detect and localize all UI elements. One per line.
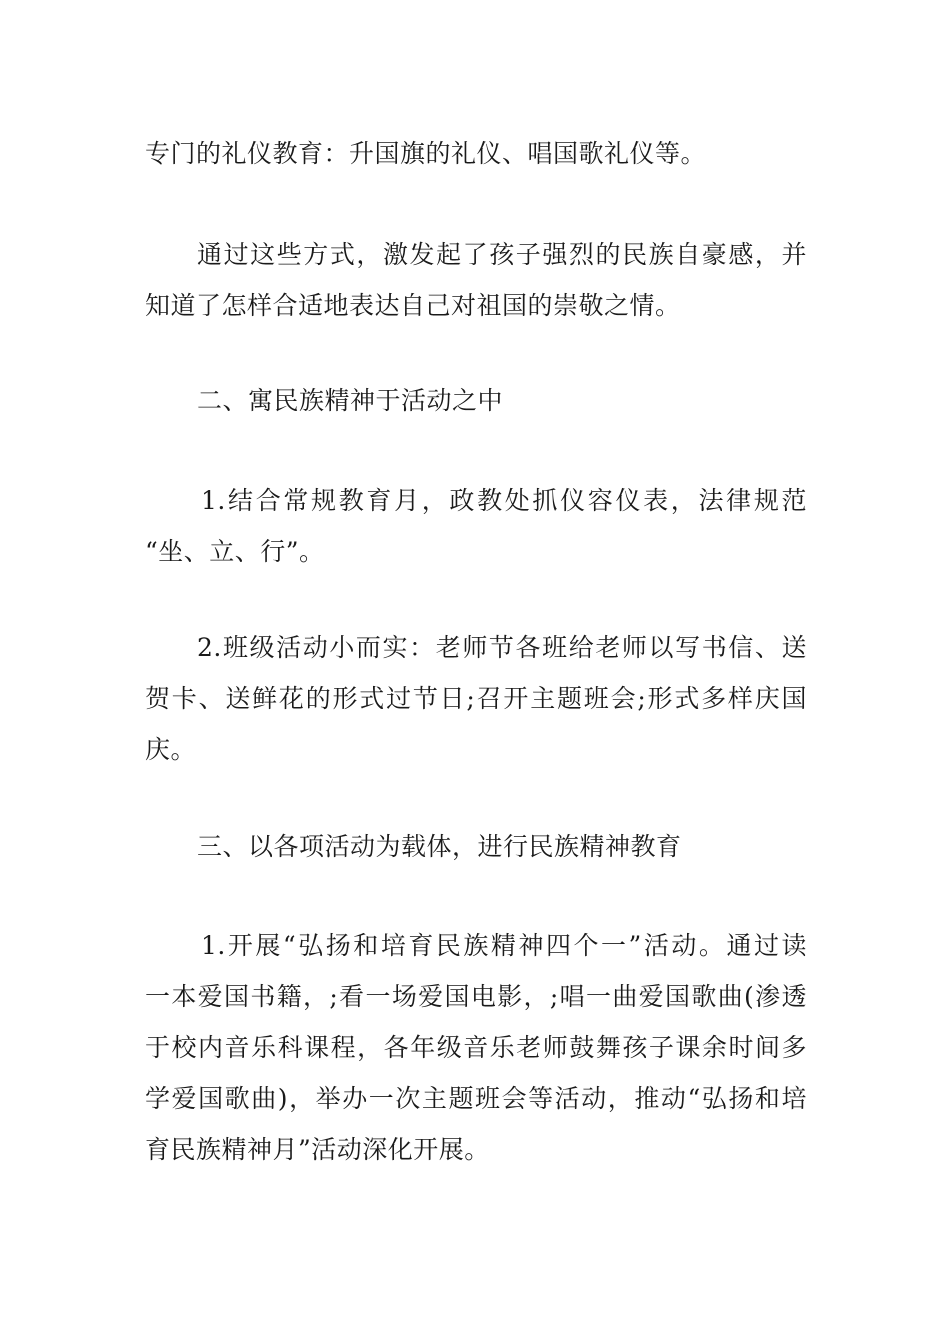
text-line: 庆。: [145, 735, 197, 764]
text-line: 2.班级活动小而实：老师节各班给老师以写书信、送: [197, 633, 807, 662]
text-line: 一本爱国书籍，;看一场爱国电影，;唱一曲爱国歌曲(渗透: [145, 982, 807, 1011]
paragraph-item-2-class-activities: [145, 622, 807, 775]
text-line: 知道了怎样合适地表达自己对祖国的崇敬之情。: [145, 291, 681, 320]
text-line: 1.开展“弘扬和培育民族精神四个一”活动。通过读: [201, 931, 807, 960]
section-heading-3: [145, 821, 807, 872]
heading-line: 三、以各项活动为载体，进行民族精神教育: [197, 832, 682, 861]
heading-line: 二、寓民族精神于活动之中: [197, 386, 504, 415]
text-line: 贺卡、送鲜花的形式过节日;召开主题班会;形式多样庆国: [145, 684, 807, 713]
text-line: 于校内音乐科课程，各年级音乐老师鼓舞孩子课余时间多: [145, 1033, 807, 1062]
text-line: 学爱国歌曲)，举办一次主题班会等活动，推动“弘扬和培: [145, 1084, 807, 1113]
paragraph-item-1-routine-education: [145, 475, 807, 577]
text-line: 通过这些方式，激发起了孩子强烈的民族自豪感，并: [197, 240, 807, 269]
section-heading-2: [145, 375, 807, 426]
text-line: 育民族精神月”活动深化开展。: [145, 1135, 490, 1164]
text-line: 1.结合常规教育月，政教处抓仪容仪表，法律规范: [201, 486, 807, 515]
paragraph-etiquette-education: [145, 128, 807, 179]
text-line: 专门的礼仪教育：升国旗的礼仪、唱国歌礼仪等。: [145, 139, 707, 168]
text-line: “坐、立、行”。: [145, 537, 325, 566]
paragraph-item-1-four-ones: [145, 920, 807, 1175]
paragraph-national-pride: [145, 229, 807, 331]
